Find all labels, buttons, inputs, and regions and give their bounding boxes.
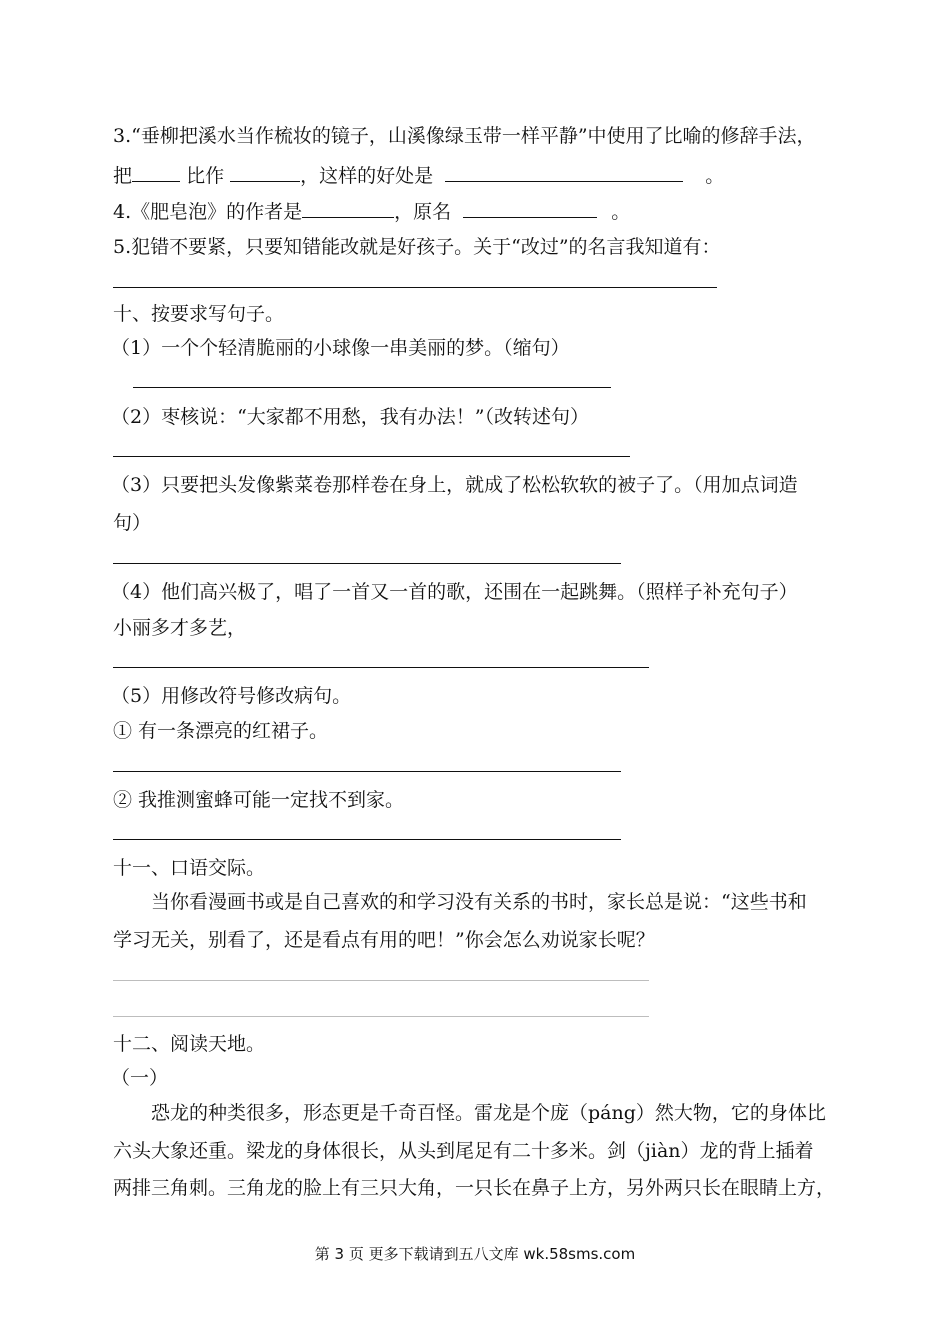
section-12-title: 十二、阅读天地。 [113,1033,266,1055]
page-footer: 第 3 页 更多下载请到五八文库 wk.58sms.com [314,1245,636,1263]
q3-text-d: 。 [705,165,725,187]
question-4 [113,199,630,224]
s10-item-5-b: ② 我推测蜜蜂可能一定找不到家。 [113,789,405,811]
s10-item-5: （5）用修改符号修改病句。 [111,685,352,707]
s10-item-1-answer-line[interactable] [133,387,611,388]
q4-text-c: 。 [611,201,631,223]
s11-paragraph-line-2: 学习无关，别看了，还是看点有用的吧！”你会怎么劝说家长呢？ [113,929,655,951]
q4-blank-original-name[interactable] [463,199,597,218]
q3-text-a: 把 [113,165,133,187]
section-11-title: 十一、口语交际。 [113,857,266,879]
s11-paragraph-line-1: 当你看漫画书或是自己喜欢的和学习没有关系的书时，家长总是说：“这些书和 [151,891,807,913]
s12-passage-line-3: 两排三角刺。三角龙的脸上有三只大角，一只长在鼻子上方，另外两只长在眼睛上方， [113,1177,836,1199]
s10-item-4-prompt: 小丽多才多艺， [113,617,247,639]
question-3-line-2 [113,163,724,188]
s10-item-5-b-answer-line[interactable] [113,839,621,840]
s10-item-4: （4）他们高兴极了，唱了一首又一首的歌，还围在一起跳舞。（照样子补充句子） [111,581,798,603]
q5-answer-line[interactable] [113,287,717,288]
question-3-line-1: 3.“垂柳把溪水当作梳妆的镜子，山溪像绿玉带一样平静”中使用了比喻的修辞手法， [113,125,816,147]
s12-subsection-1: （一） [111,1067,169,1089]
q4-text-b: ，原名 [394,201,452,223]
s10-item-2: （2）枣核说：“大家都不用愁，我有办法！”（改转述句） [111,406,590,428]
s10-item-3-line-1: （3）只要把头发像紫菜卷那样卷在身上，就成了松松软软的被子了。（用加点词造 [111,474,798,496]
q3-blank-1[interactable] [132,163,180,182]
q4-blank-author[interactable] [302,199,394,218]
q3-text-b: 比作 [186,165,225,187]
s10-item-3-answer-line[interactable] [113,563,621,564]
s10-item-2-answer-line[interactable] [113,456,630,457]
q3-blank-2[interactable] [230,163,300,182]
s12-passage-line-2: 六头大象还重。梁龙的身体很长，从头到尾足有二十多米。剑（jiàn）龙的背上插着 [113,1140,814,1162]
s11-answer-line-2[interactable] [113,1016,649,1017]
s10-item-1: （1）一个个轻清脆丽的小球像一串美丽的梦。（缩句） [111,337,570,359]
question-5: 5.犯错不要紧，只要知错能改就是好孩子。关于“改过”的名言我知道有： [113,236,721,258]
q4-text-a: 4.《肥皂泡》的作者是 [113,201,303,223]
s10-item-5-a: ① 有一条漂亮的红裙子。 [113,720,329,742]
s10-item-3-line-2: 句） [113,512,152,534]
s10-item-4-answer-line[interactable] [113,667,649,668]
q3-text-c: ，这样的好处是 [300,165,434,187]
section-10-title: 十、按要求写句子。 [113,303,285,325]
s10-item-5-a-answer-line[interactable] [113,771,621,772]
s12-passage-line-1: 恐龙的种类很多，形态更是千奇百怪。雷龙是个庞（páng）然大物，它的身体比 [151,1102,826,1124]
q3-blank-3[interactable] [445,163,683,182]
s11-answer-line-1[interactable] [113,980,649,981]
